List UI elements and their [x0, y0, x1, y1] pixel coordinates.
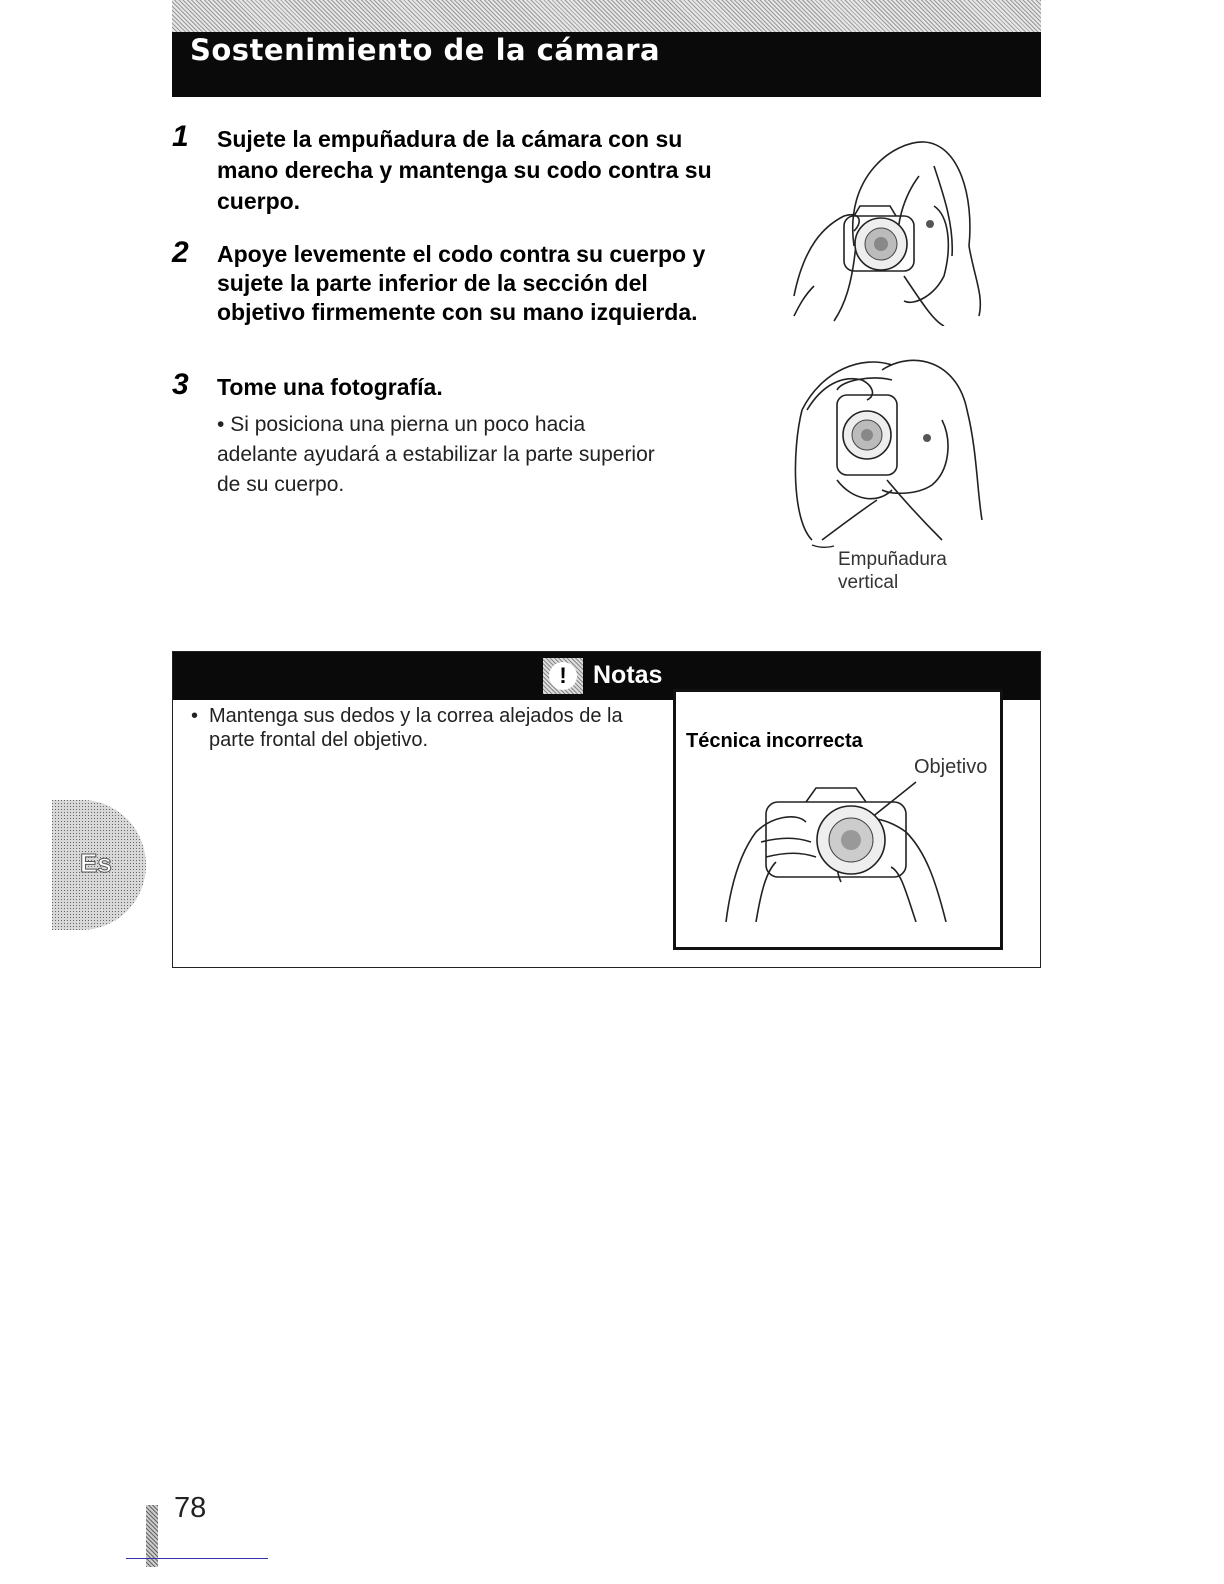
note-item: • Mantenga sus dedos y la correa alejados de la parte frontal del objetivo.: [191, 705, 623, 751]
step-2: [172, 236, 732, 360]
step-1: [172, 120, 732, 224]
lens-label: Objetivo: [914, 756, 988, 778]
step-number: 3: [172, 368, 189, 401]
vertical-grip-illustration: [782, 350, 992, 550]
header-dither-pattern: [172, 0, 1041, 32]
step-text: Sujete la empuñadura de la cámara con su mano derecha y mantenga su codo contra su cuerpo.: [217, 126, 712, 214]
exclamation-icon: !: [549, 662, 577, 690]
language-tab: [52, 800, 146, 930]
notes-title: Notas: [593, 661, 663, 689]
step-3: [172, 368, 732, 512]
notes-box: [172, 651, 1041, 968]
footer-rule: [126, 1558, 268, 1559]
step-text: Tome una fotografía.: [217, 374, 443, 400]
illustration-caption: Empuñadura vertical: [838, 549, 947, 593]
incorrect-technique-panel: [673, 689, 1003, 950]
horizontal-grip-illustration: [784, 136, 994, 326]
step-subnote: • Si posiciona una pierna un poco hacia adelante ayudará a estabilizar la parte superior de su cuerpo.: [217, 413, 655, 496]
step-text: Apoye levemente el codo contra su cuerpo y sujete la parte inferior de la sección del objetivo firmemente con su mano izquierda.: [217, 241, 706, 325]
section-header: [172, 0, 1041, 97]
language-label: Es: [80, 848, 112, 878]
page-title: Sostenimiento de la cámara: [190, 33, 661, 67]
step-number: 1: [172, 120, 189, 153]
bullet: •: [191, 705, 199, 727]
step-number: 2: [172, 236, 189, 269]
incorrect-grip-illustration: [716, 772, 956, 922]
incorrect-heading: Técnica incorrecta: [686, 730, 863, 752]
page-number: 78: [174, 1492, 207, 1524]
